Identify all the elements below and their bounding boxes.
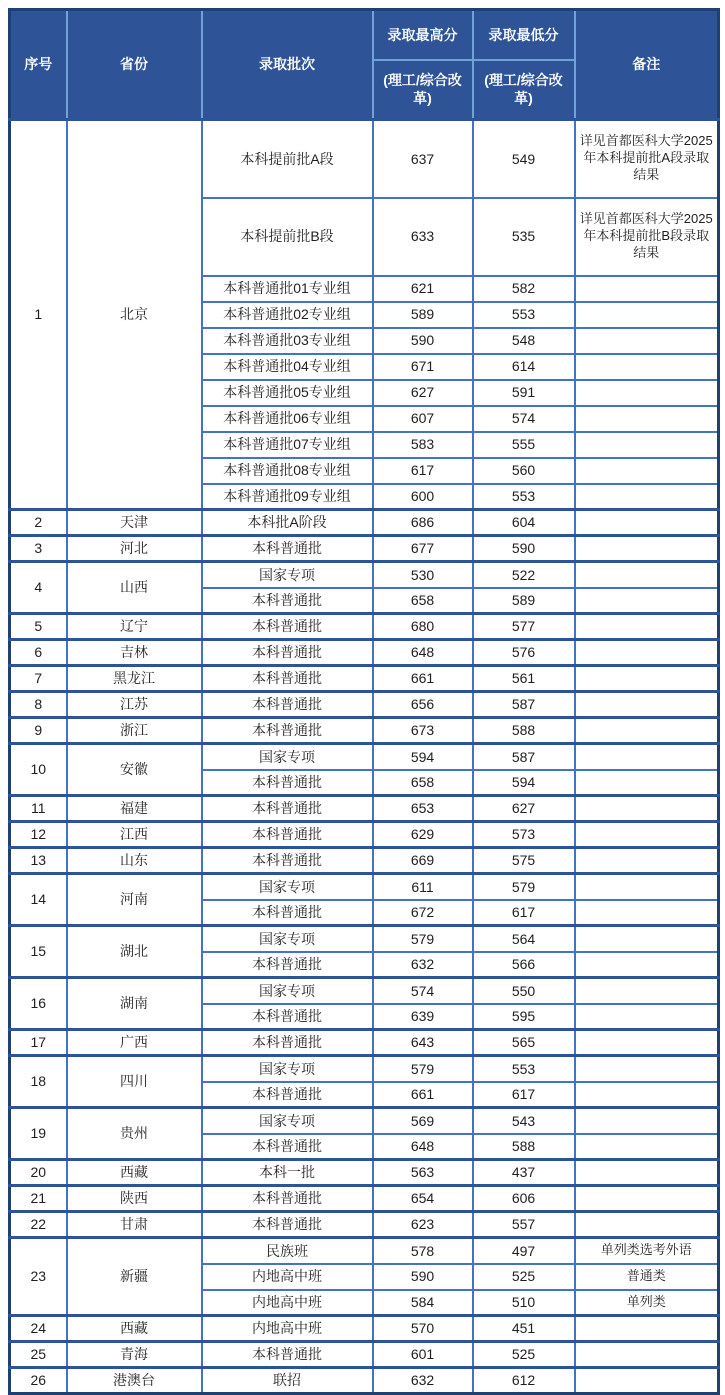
- max-score-cell: 617: [373, 458, 473, 484]
- note-cell: [575, 1212, 719, 1238]
- max-score-cell: 648: [373, 1134, 473, 1160]
- min-score-cell: 588: [473, 718, 575, 744]
- note-cell: [575, 666, 719, 692]
- header-province: 省份: [67, 10, 202, 120]
- batch-cell: 本科普通批: [202, 1212, 373, 1238]
- table-row: [10, 744, 719, 770]
- table-body: [10, 120, 719, 1394]
- max-score-cell: 654: [373, 1186, 473, 1212]
- note-cell: [575, 458, 719, 484]
- max-score-cell: 658: [373, 588, 473, 614]
- min-score-cell: 451: [473, 1316, 575, 1342]
- max-score-cell: 686: [373, 510, 473, 536]
- max-score-cell: 589: [373, 302, 473, 328]
- note-cell: [575, 952, 719, 978]
- min-score-cell: 589: [473, 588, 575, 614]
- note-cell: [575, 510, 719, 536]
- min-score-cell: 627: [473, 796, 575, 822]
- row-number-cell: 9: [10, 718, 67, 744]
- batch-cell: 本科普通批: [202, 1004, 373, 1030]
- table-row: [10, 1030, 719, 1056]
- province-cell: 青海: [67, 1342, 202, 1368]
- min-score-cell: 587: [473, 744, 575, 770]
- note-cell: [575, 536, 719, 562]
- batch-cell: 本科普通批07专业组: [202, 432, 373, 458]
- max-score-cell: 632: [373, 952, 473, 978]
- table-row: [10, 614, 719, 640]
- admission-scores-table: [8, 8, 720, 1395]
- min-score-cell: 543: [473, 1108, 575, 1134]
- header-max-score: 录取最高分: [373, 10, 473, 60]
- row-number-cell: 11: [10, 796, 67, 822]
- note-cell: [575, 718, 719, 744]
- note-cell: 普通类: [575, 1264, 719, 1290]
- min-score-cell: 590: [473, 536, 575, 562]
- note-cell: [575, 432, 719, 458]
- batch-cell: 本科普通批05专业组: [202, 380, 373, 406]
- row-number-cell: 21: [10, 1186, 67, 1212]
- max-score-cell: 656: [373, 692, 473, 718]
- batch-cell: 本科提前批A段: [202, 120, 373, 198]
- note-cell: [575, 1082, 719, 1108]
- table-row: [10, 1342, 719, 1368]
- header-max-score-sub: (理工/综合改革): [373, 60, 473, 120]
- batch-cell: 国家专项: [202, 874, 373, 900]
- province-cell: 天津: [67, 510, 202, 536]
- max-score-cell: 578: [373, 1238, 473, 1264]
- min-score-cell: 497: [473, 1238, 575, 1264]
- max-score-cell: 669: [373, 848, 473, 874]
- table-row: [10, 120, 719, 198]
- max-score-cell: 672: [373, 900, 473, 926]
- table-row: [10, 562, 719, 588]
- min-score-cell: 522: [473, 562, 575, 588]
- batch-cell: 本科普通批: [202, 848, 373, 874]
- row-number-cell: 23: [10, 1238, 67, 1316]
- batch-cell: 本科普通批: [202, 1082, 373, 1108]
- max-score-cell: 637: [373, 120, 473, 198]
- batch-cell: 本科普通批: [202, 640, 373, 666]
- province-cell: 四川: [67, 1056, 202, 1108]
- batch-cell: 本科普通批: [202, 1030, 373, 1056]
- max-score-cell: 579: [373, 1056, 473, 1082]
- min-score-cell: 612: [473, 1368, 575, 1394]
- min-score-cell: 573: [473, 822, 575, 848]
- batch-cell: 国家专项: [202, 1056, 373, 1082]
- table-row: [10, 1186, 719, 1212]
- note-cell: [575, 822, 719, 848]
- min-score-cell: 595: [473, 1004, 575, 1030]
- min-score-cell: 550: [473, 978, 575, 1004]
- note-cell: [575, 276, 719, 302]
- note-cell: [575, 744, 719, 770]
- batch-cell: 本科普通批08专业组: [202, 458, 373, 484]
- row-number-cell: 2: [10, 510, 67, 536]
- batch-cell: 本科普通批: [202, 952, 373, 978]
- min-score-cell: 510: [473, 1290, 575, 1316]
- table-row: [10, 1368, 719, 1394]
- max-score-cell: 671: [373, 354, 473, 380]
- max-score-cell: 574: [373, 978, 473, 1004]
- row-number-cell: 1: [10, 120, 67, 510]
- table-row: [10, 796, 719, 822]
- max-score-cell: 607: [373, 406, 473, 432]
- row-number-cell: 14: [10, 874, 67, 926]
- header-note: 备注: [575, 10, 719, 120]
- batch-cell: 内地高中班: [202, 1316, 373, 1342]
- min-score-cell: 588: [473, 1134, 575, 1160]
- min-score-cell: 557: [473, 1212, 575, 1238]
- row-number-cell: 4: [10, 562, 67, 614]
- note-cell: 详见首都医科大学2025年本科提前批A段录取结果: [575, 120, 719, 198]
- max-score-cell: 680: [373, 614, 473, 640]
- note-cell: [575, 614, 719, 640]
- row-number-cell: 18: [10, 1056, 67, 1108]
- batch-cell: 本科普通批06专业组: [202, 406, 373, 432]
- province-cell: 辽宁: [67, 614, 202, 640]
- row-number-cell: 5: [10, 614, 67, 640]
- row-number-cell: 22: [10, 1212, 67, 1238]
- province-cell: 甘肃: [67, 1212, 202, 1238]
- table-row: [10, 978, 719, 1004]
- batch-cell: 本科普通批: [202, 692, 373, 718]
- batch-cell: 本科普通批02专业组: [202, 302, 373, 328]
- batch-cell: 本科普通批: [202, 770, 373, 796]
- row-number-cell: 13: [10, 848, 67, 874]
- min-score-cell: 617: [473, 900, 575, 926]
- batch-cell: 民族班: [202, 1238, 373, 1264]
- max-score-cell: 579: [373, 926, 473, 952]
- max-score-cell: 601: [373, 1342, 473, 1368]
- min-score-cell: 561: [473, 666, 575, 692]
- note-cell: [575, 354, 719, 380]
- province-cell: 黑龙江: [67, 666, 202, 692]
- admission-scores-table-wrap: [8, 8, 720, 1395]
- batch-cell: 本科普通批: [202, 1134, 373, 1160]
- note-cell: [575, 406, 719, 432]
- note-cell: [575, 900, 719, 926]
- batch-cell: 本科普通批: [202, 1342, 373, 1368]
- province-cell: 浙江: [67, 718, 202, 744]
- max-score-cell: 611: [373, 874, 473, 900]
- province-cell: 西藏: [67, 1316, 202, 1342]
- province-cell: 山东: [67, 848, 202, 874]
- header-batch: 录取批次: [202, 10, 373, 120]
- min-score-cell: 553: [473, 302, 575, 328]
- table-header: [10, 10, 719, 120]
- max-score-cell: 594: [373, 744, 473, 770]
- batch-cell: 国家专项: [202, 562, 373, 588]
- note-cell: 单列类: [575, 1290, 719, 1316]
- min-score-cell: 574: [473, 406, 575, 432]
- max-score-cell: 584: [373, 1290, 473, 1316]
- batch-cell: 本科普通批: [202, 718, 373, 744]
- table-row: [10, 1316, 719, 1342]
- note-cell: [575, 562, 719, 588]
- max-score-cell: 658: [373, 770, 473, 796]
- max-score-cell: 643: [373, 1030, 473, 1056]
- min-score-cell: 587: [473, 692, 575, 718]
- min-score-cell: 549: [473, 120, 575, 198]
- batch-cell: 本科普通批: [202, 588, 373, 614]
- min-score-cell: 606: [473, 1186, 575, 1212]
- row-number-cell: 3: [10, 536, 67, 562]
- max-score-cell: 632: [373, 1368, 473, 1394]
- row-number-cell: 10: [10, 744, 67, 796]
- min-score-cell: 604: [473, 510, 575, 536]
- header-min-score: 录取最低分: [473, 10, 575, 60]
- batch-cell: 国家专项: [202, 1108, 373, 1134]
- max-score-cell: 590: [373, 1264, 473, 1290]
- min-score-cell: 591: [473, 380, 575, 406]
- province-cell: 北京: [67, 120, 202, 510]
- max-score-cell: 648: [373, 640, 473, 666]
- note-cell: [575, 1108, 719, 1134]
- table-row: [10, 692, 719, 718]
- table-row: [10, 666, 719, 692]
- min-score-cell: 594: [473, 770, 575, 796]
- note-cell: 单列类选考外语: [575, 1238, 719, 1264]
- max-score-cell: 677: [373, 536, 473, 562]
- header-no: 序号: [10, 10, 67, 120]
- note-cell: [575, 1160, 719, 1186]
- max-score-cell: 629: [373, 822, 473, 848]
- province-cell: 湖南: [67, 978, 202, 1030]
- note-cell: [575, 302, 719, 328]
- table-row: [10, 718, 719, 744]
- province-cell: 江西: [67, 822, 202, 848]
- note-cell: [575, 978, 719, 1004]
- province-cell: 贵州: [67, 1108, 202, 1160]
- note-cell: [575, 484, 719, 510]
- table-row: [10, 510, 719, 536]
- batch-cell: 内地高中班: [202, 1290, 373, 1316]
- max-score-cell: 661: [373, 666, 473, 692]
- max-score-cell: 569: [373, 1108, 473, 1134]
- note-cell: 详见首都医科大学2025年本科提前批B段录取结果: [575, 198, 719, 276]
- note-cell: [575, 796, 719, 822]
- batch-cell: 本科普通批: [202, 900, 373, 926]
- batch-cell: 本科普通批01专业组: [202, 276, 373, 302]
- min-score-cell: 575: [473, 848, 575, 874]
- batch-cell: 本科普通批: [202, 614, 373, 640]
- table-row: [10, 1212, 719, 1238]
- row-number-cell: 17: [10, 1030, 67, 1056]
- table-row: [10, 1160, 719, 1186]
- max-score-cell: 590: [373, 328, 473, 354]
- note-cell: [575, 1134, 719, 1160]
- table-row: [10, 848, 719, 874]
- province-cell: 湖北: [67, 926, 202, 978]
- batch-cell: 内地高中班: [202, 1264, 373, 1290]
- note-cell: [575, 588, 719, 614]
- row-number-cell: 15: [10, 926, 67, 978]
- row-number-cell: 7: [10, 666, 67, 692]
- min-score-cell: 525: [473, 1264, 575, 1290]
- province-cell: 新疆: [67, 1238, 202, 1316]
- row-number-cell: 20: [10, 1160, 67, 1186]
- max-score-cell: 600: [373, 484, 473, 510]
- note-cell: [575, 692, 719, 718]
- batch-cell: 本科普通批: [202, 796, 373, 822]
- max-score-cell: 673: [373, 718, 473, 744]
- table-row: [10, 640, 719, 666]
- max-score-cell: 621: [373, 276, 473, 302]
- header-row-1: [10, 10, 719, 60]
- min-score-cell: 553: [473, 484, 575, 510]
- max-score-cell: 583: [373, 432, 473, 458]
- row-number-cell: 25: [10, 1342, 67, 1368]
- max-score-cell: 653: [373, 796, 473, 822]
- province-cell: 西藏: [67, 1160, 202, 1186]
- min-score-cell: 614: [473, 354, 575, 380]
- min-score-cell: 582: [473, 276, 575, 302]
- row-number-cell: 16: [10, 978, 67, 1030]
- note-cell: [575, 1004, 719, 1030]
- batch-cell: 国家专项: [202, 926, 373, 952]
- note-cell: [575, 1342, 719, 1368]
- note-cell: [575, 1030, 719, 1056]
- note-cell: [575, 848, 719, 874]
- note-cell: [575, 380, 719, 406]
- note-cell: [575, 874, 719, 900]
- table-row: [10, 1056, 719, 1082]
- note-cell: [575, 328, 719, 354]
- batch-cell: 本科普通批: [202, 666, 373, 692]
- province-cell: 江苏: [67, 692, 202, 718]
- min-score-cell: 525: [473, 1342, 575, 1368]
- max-score-cell: 639: [373, 1004, 473, 1030]
- batch-cell: 本科一批: [202, 1160, 373, 1186]
- province-cell: 陕西: [67, 1186, 202, 1212]
- note-cell: [575, 640, 719, 666]
- row-number-cell: 19: [10, 1108, 67, 1160]
- batch-cell: 本科普通批: [202, 1186, 373, 1212]
- batch-cell: 本科提前批B段: [202, 198, 373, 276]
- note-cell: [575, 1186, 719, 1212]
- table-row: [10, 926, 719, 952]
- min-score-cell: 577: [473, 614, 575, 640]
- max-score-cell: 633: [373, 198, 473, 276]
- table-row: [10, 1108, 719, 1134]
- max-score-cell: 570: [373, 1316, 473, 1342]
- row-number-cell: 8: [10, 692, 67, 718]
- province-cell: 河北: [67, 536, 202, 562]
- row-number-cell: 12: [10, 822, 67, 848]
- min-score-cell: 576: [473, 640, 575, 666]
- header-min-score-sub: (理工/综合改革): [473, 60, 575, 120]
- min-score-cell: 553: [473, 1056, 575, 1082]
- batch-cell: 联招: [202, 1368, 373, 1394]
- batch-cell: 本科普通批: [202, 536, 373, 562]
- batch-cell: 本科普通批09专业组: [202, 484, 373, 510]
- batch-cell: 本科普通批04专业组: [202, 354, 373, 380]
- note-cell: [575, 926, 719, 952]
- row-number-cell: 24: [10, 1316, 67, 1342]
- batch-cell: 国家专项: [202, 978, 373, 1004]
- note-cell: [575, 1316, 719, 1342]
- table-row: [10, 536, 719, 562]
- table-row: [10, 1238, 719, 1264]
- min-score-cell: 617: [473, 1082, 575, 1108]
- row-number-cell: 26: [10, 1368, 67, 1394]
- province-cell: 福建: [67, 796, 202, 822]
- province-cell: 河南: [67, 874, 202, 926]
- note-cell: [575, 1056, 719, 1082]
- min-score-cell: 564: [473, 926, 575, 952]
- table-row: [10, 822, 719, 848]
- min-score-cell: 579: [473, 874, 575, 900]
- max-score-cell: 563: [373, 1160, 473, 1186]
- min-score-cell: 566: [473, 952, 575, 978]
- province-cell: 安徽: [67, 744, 202, 796]
- note-cell: [575, 1368, 719, 1394]
- batch-cell: 本科批A阶段: [202, 510, 373, 536]
- max-score-cell: 661: [373, 1082, 473, 1108]
- max-score-cell: 530: [373, 562, 473, 588]
- min-score-cell: 437: [473, 1160, 575, 1186]
- province-cell: 港澳台: [67, 1368, 202, 1394]
- batch-cell: 本科普通批: [202, 822, 373, 848]
- province-cell: 广西: [67, 1030, 202, 1056]
- min-score-cell: 560: [473, 458, 575, 484]
- min-score-cell: 565: [473, 1030, 575, 1056]
- min-score-cell: 555: [473, 432, 575, 458]
- max-score-cell: 627: [373, 380, 473, 406]
- row-number-cell: 6: [10, 640, 67, 666]
- batch-cell: 本科普通批03专业组: [202, 328, 373, 354]
- province-cell: 山西: [67, 562, 202, 614]
- batch-cell: 国家专项: [202, 744, 373, 770]
- min-score-cell: 535: [473, 198, 575, 276]
- max-score-cell: 623: [373, 1212, 473, 1238]
- table-row: [10, 874, 719, 900]
- min-score-cell: 548: [473, 328, 575, 354]
- note-cell: [575, 770, 719, 796]
- province-cell: 吉林: [67, 640, 202, 666]
